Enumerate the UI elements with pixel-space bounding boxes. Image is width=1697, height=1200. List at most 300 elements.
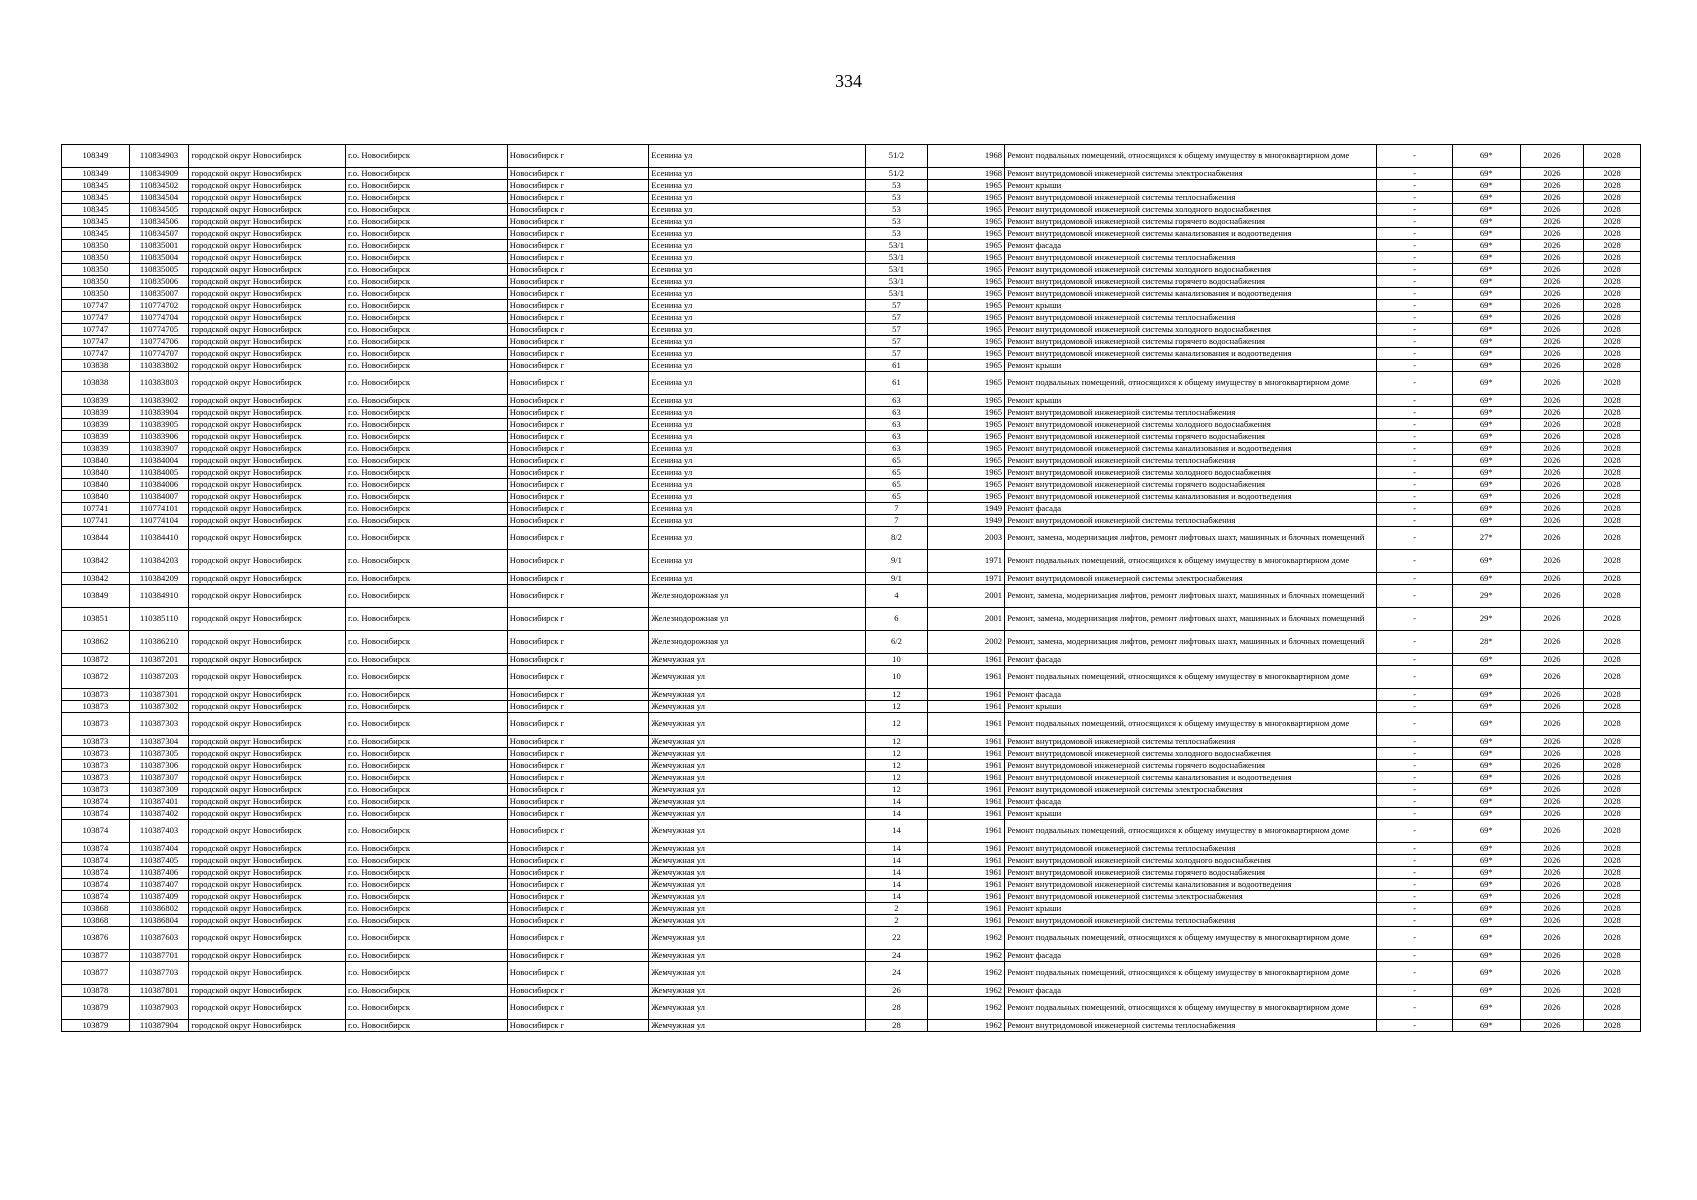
build-year-cell: 1961 bbox=[928, 701, 1005, 713]
start-year-cell: 2026 bbox=[1520, 252, 1584, 264]
table-row bbox=[62, 431, 1641, 443]
city-cell: Новосибирск г bbox=[507, 891, 649, 903]
house-id-cell: 103874 bbox=[62, 796, 130, 808]
house-number-cell: 24 bbox=[865, 962, 928, 985]
dash-cell: - bbox=[1377, 808, 1453, 820]
end-year-cell: 2028 bbox=[1584, 503, 1641, 515]
city-cell: Новосибирск г bbox=[507, 312, 649, 324]
start-year-cell: 2026 bbox=[1520, 419, 1584, 431]
street-cell: Есенина ул bbox=[649, 395, 865, 407]
house-number-cell: 63 bbox=[865, 443, 928, 455]
work-type-cell: Ремонт фасада bbox=[1005, 796, 1377, 808]
municipality-cell: г.о. Новосибирск bbox=[346, 419, 508, 431]
build-year-cell: 1965 bbox=[928, 479, 1005, 491]
wear-cell: 69* bbox=[1452, 903, 1520, 915]
street-cell: Жемчужная ул bbox=[649, 915, 865, 927]
dash-cell: - bbox=[1377, 467, 1453, 479]
district-cell: городской округ Новосибирск bbox=[189, 585, 346, 608]
end-year-cell: 2028 bbox=[1584, 736, 1641, 748]
build-year-cell: 1965 bbox=[928, 443, 1005, 455]
district-cell: городской округ Новосибирск bbox=[189, 891, 346, 903]
district-cell: городской округ Новосибирск bbox=[189, 608, 346, 631]
municipality-cell: г.о. Новосибирск bbox=[346, 550, 508, 573]
city-cell: Новосибирск г bbox=[507, 503, 649, 515]
end-year-cell: 2028 bbox=[1584, 927, 1641, 950]
district-cell: городской округ Новосибирск bbox=[189, 843, 346, 855]
work-id-cell: 110774707 bbox=[129, 348, 189, 360]
start-year-cell: 2026 bbox=[1520, 192, 1584, 204]
end-year-cell: 2028 bbox=[1584, 891, 1641, 903]
work-id-cell: 110383905 bbox=[129, 419, 189, 431]
district-cell: городской округ Новосибирск bbox=[189, 689, 346, 701]
city-cell: Новосибирск г bbox=[507, 927, 649, 950]
work-type-cell: Ремонт внутридомовой инженерной системы канализования и водоотведения bbox=[1005, 228, 1377, 240]
street-cell: Жемчужная ул bbox=[649, 950, 865, 962]
build-year-cell: 1965 bbox=[928, 288, 1005, 300]
build-year-cell: 1962 bbox=[928, 927, 1005, 950]
district-cell: городской округ Новосибирск bbox=[189, 796, 346, 808]
table-row bbox=[62, 550, 1641, 573]
district-cell: городской округ Новосибирск bbox=[189, 491, 346, 503]
district-cell: городской округ Новосибирск bbox=[189, 443, 346, 455]
table-row bbox=[62, 997, 1641, 1020]
build-year-cell: 1961 bbox=[928, 689, 1005, 701]
end-year-cell: 2028 bbox=[1584, 796, 1641, 808]
table-row bbox=[62, 336, 1641, 348]
municipality-cell: г.о. Новосибирск bbox=[346, 431, 508, 443]
work-id-cell: 110387603 bbox=[129, 927, 189, 950]
municipality-cell: г.о. Новосибирск bbox=[346, 927, 508, 950]
work-id-cell: 110834505 bbox=[129, 204, 189, 216]
dash-cell: - bbox=[1377, 879, 1453, 891]
municipality-cell: г.о. Новосибирск bbox=[346, 997, 508, 1020]
street-cell: Жемчужная ул bbox=[649, 772, 865, 784]
dash-cell: - bbox=[1377, 300, 1453, 312]
start-year-cell: 2026 bbox=[1520, 479, 1584, 491]
district-cell: городской округ Новосибирск bbox=[189, 395, 346, 407]
build-year-cell: 1961 bbox=[928, 713, 1005, 736]
dash-cell: - bbox=[1377, 550, 1453, 573]
work-type-cell: Ремонт фасада bbox=[1005, 689, 1377, 701]
dash-cell: - bbox=[1377, 927, 1453, 950]
table-row bbox=[62, 713, 1641, 736]
end-year-cell: 2028 bbox=[1584, 180, 1641, 192]
build-year-cell: 1961 bbox=[928, 760, 1005, 772]
municipality-cell: г.о. Новосибирск bbox=[346, 748, 508, 760]
work-id-cell: 110386210 bbox=[129, 631, 189, 654]
start-year-cell: 2026 bbox=[1520, 891, 1584, 903]
work-id-cell: 110387307 bbox=[129, 772, 189, 784]
build-year-cell: 1961 bbox=[928, 879, 1005, 891]
city-cell: Новосибирск г bbox=[507, 985, 649, 997]
build-year-cell: 1965 bbox=[928, 467, 1005, 479]
wear-cell: 69* bbox=[1452, 713, 1520, 736]
table-row bbox=[62, 867, 1641, 879]
work-id-cell: 110384007 bbox=[129, 491, 189, 503]
build-year-cell: 1961 bbox=[928, 820, 1005, 843]
work-id-cell: 110835005 bbox=[129, 264, 189, 276]
table-row bbox=[62, 288, 1641, 300]
work-id-cell: 110387306 bbox=[129, 760, 189, 772]
city-cell: Новосибирск г bbox=[507, 228, 649, 240]
work-type-cell: Ремонт, замена, модернизация лифтов, ремонт лифтовых шахт, машинных и блочных помещений bbox=[1005, 585, 1377, 608]
house-number-cell: 53 bbox=[865, 216, 928, 228]
wear-cell: 69* bbox=[1452, 348, 1520, 360]
house-number-cell: 2 bbox=[865, 915, 928, 927]
end-year-cell: 2028 bbox=[1584, 240, 1641, 252]
work-type-cell: Ремонт внутридомовой инженерной системы горячего водоснабжения bbox=[1005, 336, 1377, 348]
work-id-cell: 110387405 bbox=[129, 855, 189, 867]
table-row bbox=[62, 276, 1641, 288]
table-row bbox=[62, 689, 1641, 701]
end-year-cell: 2028 bbox=[1584, 276, 1641, 288]
street-cell: Есенина ул bbox=[649, 372, 865, 395]
house-number-cell: 14 bbox=[865, 796, 928, 808]
district-cell: городской округ Новосибирск bbox=[189, 784, 346, 796]
house-id-cell: 103851 bbox=[62, 608, 130, 631]
end-year-cell: 2028 bbox=[1584, 689, 1641, 701]
table-row bbox=[62, 631, 1641, 654]
table-row bbox=[62, 608, 1641, 631]
municipality-cell: г.о. Новосибирск bbox=[346, 903, 508, 915]
start-year-cell: 2026 bbox=[1520, 867, 1584, 879]
municipality-cell: г.о. Новосибирск bbox=[346, 772, 508, 784]
district-cell: городской округ Новосибирск bbox=[189, 985, 346, 997]
dash-cell: - bbox=[1377, 419, 1453, 431]
house-id-cell: 108350 bbox=[62, 264, 130, 276]
wear-cell: 27* bbox=[1452, 527, 1520, 550]
district-cell: городской округ Новосибирск bbox=[189, 228, 346, 240]
build-year-cell: 1962 bbox=[928, 997, 1005, 1020]
start-year-cell: 2026 bbox=[1520, 784, 1584, 796]
end-year-cell: 2028 bbox=[1584, 360, 1641, 372]
house-id-cell: 108345 bbox=[62, 204, 130, 216]
house-id-cell: 103840 bbox=[62, 491, 130, 503]
district-cell: городской округ Новосибирск bbox=[189, 180, 346, 192]
work-id-cell: 110387401 bbox=[129, 796, 189, 808]
wear-cell: 29* bbox=[1452, 608, 1520, 631]
district-cell: городской округ Новосибирск bbox=[189, 348, 346, 360]
city-cell: Новосибирск г bbox=[507, 808, 649, 820]
house-number-cell: 14 bbox=[865, 808, 928, 820]
table-row bbox=[62, 855, 1641, 867]
dash-cell: - bbox=[1377, 736, 1453, 748]
house-number-cell: 6/2 bbox=[865, 631, 928, 654]
municipality-cell: г.о. Новосибирск bbox=[346, 527, 508, 550]
wear-cell: 69* bbox=[1452, 927, 1520, 950]
wear-cell: 69* bbox=[1452, 820, 1520, 843]
street-cell: Есенина ул bbox=[649, 324, 865, 336]
table-row bbox=[62, 228, 1641, 240]
house-number-cell: 12 bbox=[865, 760, 928, 772]
work-id-cell: 110383803 bbox=[129, 372, 189, 395]
wear-cell: 69* bbox=[1452, 736, 1520, 748]
end-year-cell: 2028 bbox=[1584, 713, 1641, 736]
street-cell: Жемчужная ул bbox=[649, 927, 865, 950]
municipality-cell: г.о. Новосибирск bbox=[346, 467, 508, 479]
street-cell: Есенина ул bbox=[649, 527, 865, 550]
end-year-cell: 2028 bbox=[1584, 216, 1641, 228]
street-cell: Есенина ул bbox=[649, 515, 865, 527]
start-year-cell: 2026 bbox=[1520, 843, 1584, 855]
house-id-cell: 108350 bbox=[62, 252, 130, 264]
street-cell: Есенина ул bbox=[649, 479, 865, 491]
table-row bbox=[62, 372, 1641, 395]
work-id-cell: 110834502 bbox=[129, 180, 189, 192]
district-cell: городской округ Новосибирск bbox=[189, 713, 346, 736]
dash-cell: - bbox=[1377, 891, 1453, 903]
work-type-cell: Ремонт внутридомовой инженерной системы теплоснабжения bbox=[1005, 312, 1377, 324]
work-id-cell: 110387305 bbox=[129, 748, 189, 760]
start-year-cell: 2026 bbox=[1520, 573, 1584, 585]
work-id-cell: 110834507 bbox=[129, 228, 189, 240]
house-number-cell: 51/2 bbox=[865, 168, 928, 180]
work-type-cell: Ремонт внутридомовой инженерной системы канализования и водоотведения bbox=[1005, 288, 1377, 300]
district-cell: городской округ Новосибирск bbox=[189, 855, 346, 867]
district-cell: городской округ Новосибирск bbox=[189, 252, 346, 264]
house-id-cell: 108345 bbox=[62, 192, 130, 204]
street-cell: Есенина ул bbox=[649, 204, 865, 216]
work-type-cell: Ремонт внутридомовой инженерной системы теплоснабжения bbox=[1005, 455, 1377, 467]
house-id-cell: 103873 bbox=[62, 748, 130, 760]
work-id-cell: 110384209 bbox=[129, 573, 189, 585]
end-year-cell: 2028 bbox=[1584, 962, 1641, 985]
city-cell: Новосибирск г bbox=[507, 288, 649, 300]
street-cell: Железнодорожная ул bbox=[649, 631, 865, 654]
work-type-cell: Ремонт внутридомовой инженерной системы теплоснабжения bbox=[1005, 515, 1377, 527]
municipality-cell: г.о. Новосибирск bbox=[346, 503, 508, 515]
wear-cell: 69* bbox=[1452, 168, 1520, 180]
end-year-cell: 2028 bbox=[1584, 431, 1641, 443]
build-year-cell: 1961 bbox=[928, 666, 1005, 689]
build-year-cell: 2001 bbox=[928, 585, 1005, 608]
work-type-cell: Ремонт крыши bbox=[1005, 300, 1377, 312]
start-year-cell: 2026 bbox=[1520, 527, 1584, 550]
table-row bbox=[62, 204, 1641, 216]
work-type-cell: Ремонт крыши bbox=[1005, 395, 1377, 407]
work-type-cell: Ремонт внутридомовой инженерной системы электроснабжения bbox=[1005, 573, 1377, 585]
district-cell: городской округ Новосибирск bbox=[189, 736, 346, 748]
street-cell: Жемчужная ул bbox=[649, 701, 865, 713]
house-number-cell: 14 bbox=[865, 820, 928, 843]
street-cell: Есенина ул bbox=[649, 312, 865, 324]
house-id-cell: 103879 bbox=[62, 1020, 130, 1032]
end-year-cell: 2028 bbox=[1584, 395, 1641, 407]
work-type-cell: Ремонт подвальных помещений, относящихся к общему имуществу в многоквартирном доме bbox=[1005, 713, 1377, 736]
city-cell: Новосибирск г bbox=[507, 300, 649, 312]
table-row bbox=[62, 573, 1641, 585]
house-id-cell: 108345 bbox=[62, 216, 130, 228]
table-row bbox=[62, 192, 1641, 204]
municipality-cell: г.о. Новосибирск bbox=[346, 985, 508, 997]
street-cell: Есенина ул bbox=[649, 360, 865, 372]
wear-cell: 69* bbox=[1452, 997, 1520, 1020]
work-id-cell: 110774101 bbox=[129, 503, 189, 515]
municipality-cell: г.о. Новосибирск bbox=[346, 1020, 508, 1032]
city-cell: Новосибирск г bbox=[507, 479, 649, 491]
start-year-cell: 2026 bbox=[1520, 689, 1584, 701]
house-number-cell: 53/1 bbox=[865, 252, 928, 264]
street-cell: Жемчужная ул bbox=[649, 903, 865, 915]
start-year-cell: 2026 bbox=[1520, 915, 1584, 927]
build-year-cell: 1962 bbox=[928, 962, 1005, 985]
work-id-cell: 110835006 bbox=[129, 276, 189, 288]
municipality-cell: г.о. Новосибирск bbox=[346, 713, 508, 736]
house-number-cell: 61 bbox=[865, 360, 928, 372]
house-id-cell: 108345 bbox=[62, 180, 130, 192]
dash-cell: - bbox=[1377, 950, 1453, 962]
city-cell: Новосибирск г bbox=[507, 204, 649, 216]
house-id-cell: 107747 bbox=[62, 312, 130, 324]
work-id-cell: 110774706 bbox=[129, 336, 189, 348]
house-number-cell: 12 bbox=[865, 748, 928, 760]
house-id-cell: 108350 bbox=[62, 240, 130, 252]
municipality-cell: г.о. Новосибирск bbox=[346, 204, 508, 216]
work-type-cell: Ремонт внутридомовой инженерной системы горячего водоснабжения bbox=[1005, 276, 1377, 288]
table-row bbox=[62, 264, 1641, 276]
table-row bbox=[62, 324, 1641, 336]
start-year-cell: 2026 bbox=[1520, 515, 1584, 527]
city-cell: Новосибирск г bbox=[507, 467, 649, 479]
city-cell: Новосибирск г bbox=[507, 879, 649, 891]
build-year-cell: 1965 bbox=[928, 204, 1005, 216]
city-cell: Новосибирск г bbox=[507, 950, 649, 962]
wear-cell: 69* bbox=[1452, 419, 1520, 431]
wear-cell: 69* bbox=[1452, 467, 1520, 479]
work-type-cell: Ремонт внутридомовой инженерной системы электроснабжения bbox=[1005, 168, 1377, 180]
dash-cell: - bbox=[1377, 168, 1453, 180]
work-type-cell: Ремонт внутридомовой инженерной системы холодного водоснабжения bbox=[1005, 748, 1377, 760]
start-year-cell: 2026 bbox=[1520, 264, 1584, 276]
work-type-cell: Ремонт внутридомовой инженерной системы горячего водоснабжения bbox=[1005, 760, 1377, 772]
start-year-cell: 2026 bbox=[1520, 168, 1584, 180]
street-cell: Есенина ул bbox=[649, 491, 865, 503]
start-year-cell: 2026 bbox=[1520, 300, 1584, 312]
wear-cell: 69* bbox=[1452, 962, 1520, 985]
house-number-cell: 57 bbox=[865, 324, 928, 336]
house-number-cell: 53 bbox=[865, 228, 928, 240]
build-year-cell: 1965 bbox=[928, 180, 1005, 192]
build-year-cell: 1965 bbox=[928, 300, 1005, 312]
table-row bbox=[62, 395, 1641, 407]
district-cell: городской округ Новосибирск bbox=[189, 288, 346, 300]
start-year-cell: 2026 bbox=[1520, 772, 1584, 784]
work-id-cell: 110383902 bbox=[129, 395, 189, 407]
wear-cell: 69* bbox=[1452, 192, 1520, 204]
work-id-cell: 110387801 bbox=[129, 985, 189, 997]
work-type-cell: Ремонт внутридомовой инженерной системы теплоснабжения bbox=[1005, 192, 1377, 204]
work-type-cell: Ремонт подвальных помещений, относящихся к общему имуществу в многоквартирном доме bbox=[1005, 550, 1377, 573]
municipality-cell: г.о. Новосибирск bbox=[346, 915, 508, 927]
municipality-cell: г.о. Новосибирск bbox=[346, 585, 508, 608]
end-year-cell: 2028 bbox=[1584, 784, 1641, 796]
wear-cell: 69* bbox=[1452, 915, 1520, 927]
table-row bbox=[62, 808, 1641, 820]
end-year-cell: 2028 bbox=[1584, 666, 1641, 689]
build-year-cell: 1961 bbox=[928, 808, 1005, 820]
house-id-cell: 103844 bbox=[62, 527, 130, 550]
wear-cell: 69* bbox=[1452, 503, 1520, 515]
house-id-cell: 103874 bbox=[62, 843, 130, 855]
wear-cell: 69* bbox=[1452, 407, 1520, 419]
dash-cell: - bbox=[1377, 515, 1453, 527]
district-cell: городской округ Новосибирск bbox=[189, 915, 346, 927]
end-year-cell: 2028 bbox=[1584, 843, 1641, 855]
district-cell: городской округ Новосибирск bbox=[189, 503, 346, 515]
district-cell: городской округ Новосибирск bbox=[189, 192, 346, 204]
start-year-cell: 2026 bbox=[1520, 395, 1584, 407]
city-cell: Новосибирск г bbox=[507, 867, 649, 879]
district-cell: городской округ Новосибирск bbox=[189, 312, 346, 324]
city-cell: Новосибирск г bbox=[507, 431, 649, 443]
start-year-cell: 2026 bbox=[1520, 608, 1584, 631]
build-year-cell: 1968 bbox=[928, 145, 1005, 168]
dash-cell: - bbox=[1377, 252, 1453, 264]
work-type-cell: Ремонт подвальных помещений, относящихся к общему имуществу в многоквартирном доме bbox=[1005, 666, 1377, 689]
wear-cell: 69* bbox=[1452, 455, 1520, 467]
house-number-cell: 24 bbox=[865, 950, 928, 962]
work-id-cell: 110387404 bbox=[129, 843, 189, 855]
municipality-cell: г.о. Новосибирск bbox=[346, 300, 508, 312]
wear-cell: 69* bbox=[1452, 276, 1520, 288]
end-year-cell: 2028 bbox=[1584, 204, 1641, 216]
house-id-cell: 107747 bbox=[62, 300, 130, 312]
wear-cell: 69* bbox=[1452, 491, 1520, 503]
end-year-cell: 2028 bbox=[1584, 915, 1641, 927]
city-cell: Новосибирск г bbox=[507, 395, 649, 407]
work-type-cell: Ремонт внутридомовой инженерной системы холодного водоснабжения bbox=[1005, 855, 1377, 867]
dash-cell: - bbox=[1377, 431, 1453, 443]
street-cell: Жемчужная ул bbox=[649, 962, 865, 985]
city-cell: Новосибирск г bbox=[507, 654, 649, 666]
district-cell: городской округ Новосибирск bbox=[189, 168, 346, 180]
street-cell: Жемчужная ул bbox=[649, 796, 865, 808]
street-cell: Жемчужная ул bbox=[649, 666, 865, 689]
dash-cell: - bbox=[1377, 820, 1453, 843]
dash-cell: - bbox=[1377, 997, 1453, 1020]
wear-cell: 69* bbox=[1452, 252, 1520, 264]
work-id-cell: 110387201 bbox=[129, 654, 189, 666]
dash-cell: - bbox=[1377, 585, 1453, 608]
end-year-cell: 2028 bbox=[1584, 820, 1641, 843]
end-year-cell: 2028 bbox=[1584, 288, 1641, 300]
wear-cell: 28* bbox=[1452, 631, 1520, 654]
house-number-cell: 63 bbox=[865, 407, 928, 419]
street-cell: Жемчужная ул bbox=[649, 879, 865, 891]
house-number-cell: 57 bbox=[865, 312, 928, 324]
start-year-cell: 2026 bbox=[1520, 713, 1584, 736]
work-type-cell: Ремонт фасада bbox=[1005, 503, 1377, 515]
start-year-cell: 2026 bbox=[1520, 997, 1584, 1020]
house-number-cell: 14 bbox=[865, 867, 928, 879]
district-cell: городской округ Новосибирск bbox=[189, 372, 346, 395]
dash-cell: - bbox=[1377, 666, 1453, 689]
build-year-cell: 1965 bbox=[928, 228, 1005, 240]
work-type-cell: Ремонт, замена, модернизация лифтов, ремонт лифтовых шахт, машинных и блочных помещений bbox=[1005, 527, 1377, 550]
work-id-cell: 110387407 bbox=[129, 879, 189, 891]
end-year-cell: 2028 bbox=[1584, 252, 1641, 264]
build-year-cell: 1965 bbox=[928, 407, 1005, 419]
work-id-cell: 110387301 bbox=[129, 689, 189, 701]
work-id-cell: 110385110 bbox=[129, 608, 189, 631]
street-cell: Жемчужная ул bbox=[649, 760, 865, 772]
dash-cell: - bbox=[1377, 479, 1453, 491]
city-cell: Новосибирск г bbox=[507, 216, 649, 228]
city-cell: Новосибирск г bbox=[507, 276, 649, 288]
start-year-cell: 2026 bbox=[1520, 348, 1584, 360]
district-cell: городской округ Новосибирск bbox=[189, 772, 346, 784]
build-year-cell: 1965 bbox=[928, 348, 1005, 360]
